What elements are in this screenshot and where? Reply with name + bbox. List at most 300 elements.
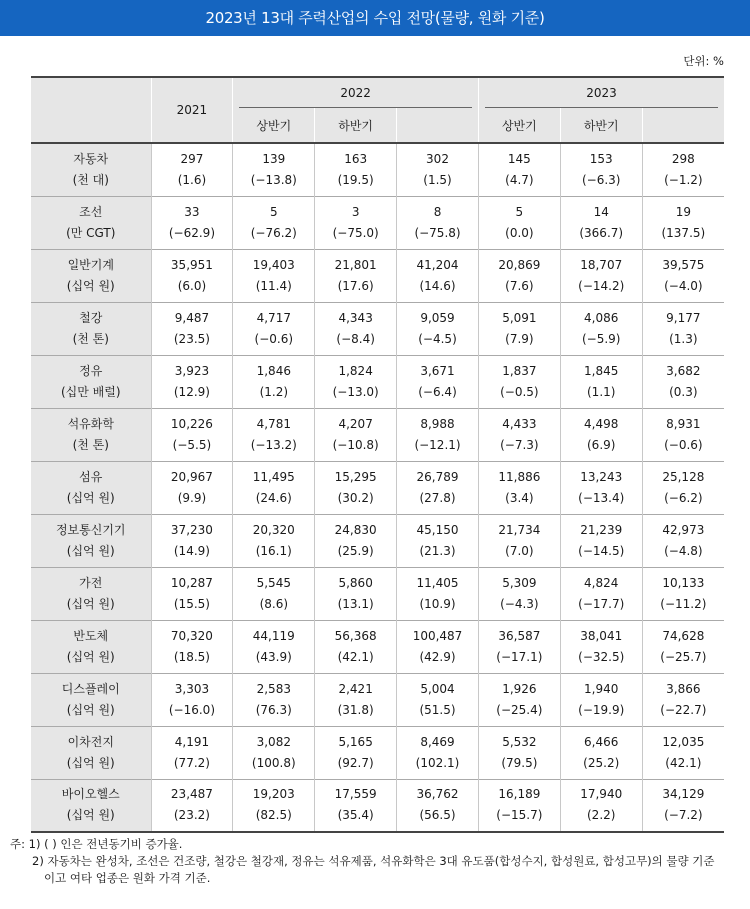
row-label bbox=[31, 779, 151, 832]
cell-value: 19,203 bbox=[252, 787, 295, 802]
cell-growth-rate: (42.1) bbox=[665, 755, 702, 770]
table-row bbox=[31, 143, 724, 196]
cell-growth-rate: (−4.3) bbox=[500, 596, 539, 611]
cell-growth-rate: (25.9) bbox=[337, 543, 374, 558]
data-cell bbox=[478, 461, 560, 514]
unit-label: 단위: % bbox=[683, 54, 724, 68]
cell-value: 5,091 bbox=[502, 310, 537, 325]
data-cell bbox=[233, 196, 315, 249]
row-label bbox=[31, 355, 151, 408]
cell-growth-rate: (−12.1) bbox=[414, 437, 461, 452]
data-cell bbox=[233, 302, 315, 355]
cell-growth-rate: (19.5) bbox=[337, 172, 374, 187]
cell-value: 8,931 bbox=[666, 416, 701, 431]
data-cell bbox=[397, 196, 479, 249]
table-body bbox=[31, 143, 724, 832]
table-row bbox=[31, 302, 724, 355]
cell-growth-rate: (82.5) bbox=[255, 808, 292, 823]
cell-value: 37,230 bbox=[170, 522, 213, 537]
data-cell bbox=[642, 726, 724, 779]
data-cell bbox=[560, 408, 642, 461]
data-cell bbox=[478, 302, 560, 355]
data-cell bbox=[478, 514, 560, 567]
cell-growth-rate: (27.8) bbox=[419, 490, 456, 505]
data-cell bbox=[151, 567, 233, 620]
cell-growth-rate: (1.1) bbox=[587, 384, 616, 399]
data-cell bbox=[151, 196, 233, 249]
data-cell bbox=[560, 461, 642, 514]
cell-growth-rate: (1.5) bbox=[423, 172, 452, 187]
cell-value: 4,498 bbox=[584, 416, 619, 431]
cell-growth-rate: (−14.2) bbox=[578, 278, 625, 293]
cell-value: 4,781 bbox=[256, 416, 291, 431]
cell-value: 145 bbox=[507, 151, 531, 166]
cell-value: 3,866 bbox=[666, 681, 701, 696]
cell-value: 42,973 bbox=[662, 522, 705, 537]
cell-value: 3,671 bbox=[420, 363, 455, 378]
data-cell bbox=[560, 726, 642, 779]
cell-growth-rate: (−17.7) bbox=[578, 596, 625, 611]
data-cell bbox=[560, 196, 642, 249]
cell-value: 3,303 bbox=[174, 681, 210, 696]
cell-growth-rate: (−75.0) bbox=[332, 225, 379, 240]
data-cell bbox=[560, 673, 642, 726]
header-2022-h2: 하반기 bbox=[315, 108, 397, 143]
cell-value: 19,403 bbox=[252, 257, 295, 272]
cell-value: 20,967 bbox=[170, 469, 213, 484]
industry-name: 바이오헬스 bbox=[61, 787, 120, 802]
data-cell bbox=[642, 355, 724, 408]
cell-growth-rate: (13.1) bbox=[337, 596, 374, 611]
cell-value: 8,988 bbox=[420, 416, 455, 431]
cell-growth-rate: (24.6) bbox=[255, 490, 292, 505]
cell-value: 12,035 bbox=[662, 734, 705, 749]
cell-growth-rate: (−6.4) bbox=[418, 384, 457, 399]
data-cell bbox=[478, 620, 560, 673]
cell-growth-rate: (−13.8) bbox=[250, 172, 297, 187]
table-row bbox=[31, 726, 724, 779]
cell-growth-rate: (−6.2) bbox=[664, 490, 703, 505]
cell-value: 1,926 bbox=[502, 681, 537, 696]
cell-growth-rate: (−32.5) bbox=[578, 649, 625, 664]
data-cell bbox=[397, 355, 479, 408]
cell-growth-rate: (77.2) bbox=[173, 755, 210, 770]
cell-value: 2,583 bbox=[256, 681, 291, 696]
cell-growth-rate: (−13.0) bbox=[332, 384, 379, 399]
cell-growth-rate: (42.1) bbox=[337, 649, 374, 664]
data-cell bbox=[478, 779, 560, 832]
data-cell bbox=[560, 567, 642, 620]
industry-unit: (십억 원) bbox=[66, 702, 115, 717]
data-cell bbox=[642, 567, 724, 620]
data-cell bbox=[397, 673, 479, 726]
data-cell bbox=[315, 302, 397, 355]
industry-unit: (십억 원) bbox=[66, 755, 115, 770]
cell-growth-rate: (10.9) bbox=[419, 596, 456, 611]
row-label bbox=[31, 302, 151, 355]
data-cell bbox=[233, 249, 315, 302]
cell-value: 21,801 bbox=[334, 257, 377, 272]
cell-growth-rate: (−13.4) bbox=[578, 490, 625, 505]
cell-growth-rate: (76.3) bbox=[255, 702, 292, 717]
row-label bbox=[31, 196, 151, 249]
data-cell bbox=[151, 355, 233, 408]
data-cell bbox=[560, 779, 642, 832]
cell-growth-rate: (8.6) bbox=[259, 596, 289, 611]
cell-value: 6,466 bbox=[584, 734, 619, 749]
footnote-1: 주: 1) ( ) 인은 전년동기비 증가율. bbox=[10, 837, 183, 851]
data-cell bbox=[233, 355, 315, 408]
cell-value: 25,128 bbox=[662, 469, 705, 484]
data-cell bbox=[642, 143, 724, 196]
cell-growth-rate: (−22.7) bbox=[660, 702, 707, 717]
data-cell bbox=[397, 249, 479, 302]
data-cell bbox=[233, 514, 315, 567]
cell-growth-rate: (3.4) bbox=[505, 490, 534, 505]
cell-value: 9,177 bbox=[666, 310, 701, 325]
cell-value: 10,133 bbox=[662, 575, 705, 590]
cell-value: 10,226 bbox=[170, 416, 213, 431]
cell-value: 8 bbox=[433, 204, 442, 219]
cell-value: 11,495 bbox=[252, 469, 295, 484]
cell-growth-rate: (0.0) bbox=[505, 225, 534, 240]
cell-value: 18,707 bbox=[580, 257, 623, 272]
cell-growth-rate: (−10.8) bbox=[332, 437, 379, 452]
table-row bbox=[31, 196, 724, 249]
data-cell bbox=[315, 620, 397, 673]
header-2023-h1: 상반기 bbox=[478, 108, 560, 143]
industry-name: 석유화학 bbox=[67, 416, 114, 431]
data-cell bbox=[151, 461, 233, 514]
cell-value: 11,405 bbox=[416, 575, 459, 590]
data-cell bbox=[397, 408, 479, 461]
data-cell bbox=[397, 726, 479, 779]
row-label bbox=[31, 726, 151, 779]
cell-growth-rate: (7.6) bbox=[505, 278, 534, 293]
cell-value: 3,923 bbox=[174, 363, 210, 378]
cell-value: 5,860 bbox=[338, 575, 373, 590]
data-cell bbox=[642, 461, 724, 514]
industry-unit: (천 대) bbox=[72, 172, 109, 187]
cell-growth-rate: (−1.2) bbox=[664, 172, 703, 187]
table-title: 2023년 13대 주력산업의 수입 전망(물량, 원화 기준) bbox=[0, 0, 750, 36]
data-cell bbox=[478, 567, 560, 620]
data-cell bbox=[642, 196, 724, 249]
cell-growth-rate: (−15.7) bbox=[496, 808, 543, 823]
industry-unit: (십억 원) bbox=[66, 490, 115, 505]
industry-unit: (천 톤) bbox=[72, 437, 109, 452]
data-cell bbox=[315, 355, 397, 408]
table-row bbox=[31, 408, 724, 461]
data-cell bbox=[560, 143, 642, 196]
cell-value: 298 bbox=[671, 151, 695, 166]
cell-value: 36,587 bbox=[498, 628, 541, 643]
data-cell bbox=[233, 726, 315, 779]
data-cell bbox=[151, 620, 233, 673]
data-cell bbox=[642, 514, 724, 567]
cell-value: 3,082 bbox=[256, 734, 291, 749]
cell-value: 39,575 bbox=[662, 257, 705, 272]
cell-value: 163 bbox=[344, 151, 368, 166]
data-cell bbox=[315, 408, 397, 461]
cell-value: 1,940 bbox=[584, 681, 619, 696]
data-cell bbox=[315, 249, 397, 302]
cell-value: 20,320 bbox=[252, 522, 295, 537]
header-2023: 2023 bbox=[478, 77, 724, 108]
cell-value: 5,532 bbox=[502, 734, 537, 749]
cell-growth-rate: (−62.9) bbox=[168, 225, 215, 240]
data-cell bbox=[478, 196, 560, 249]
data-cell bbox=[478, 355, 560, 408]
cell-value: 1,837 bbox=[502, 363, 537, 378]
cell-growth-rate: (23.5) bbox=[173, 331, 210, 346]
industry-unit: (십억 원) bbox=[66, 278, 115, 293]
row-label bbox=[31, 673, 151, 726]
table-row bbox=[31, 673, 724, 726]
cell-value: 36,762 bbox=[416, 787, 459, 802]
cell-growth-rate: (6.9) bbox=[587, 437, 616, 452]
cell-growth-rate: (25.2) bbox=[583, 755, 620, 770]
cell-growth-rate: (4.7) bbox=[505, 172, 534, 187]
row-label bbox=[31, 567, 151, 620]
data-cell bbox=[233, 673, 315, 726]
data-cell bbox=[642, 673, 724, 726]
data-cell bbox=[151, 726, 233, 779]
cell-value: 13,243 bbox=[580, 469, 623, 484]
cell-value: 153 bbox=[589, 151, 613, 166]
table-row bbox=[31, 620, 724, 673]
data-cell bbox=[151, 779, 233, 832]
cell-growth-rate: (23.2) bbox=[173, 808, 210, 823]
cell-growth-rate: (0.3) bbox=[669, 384, 698, 399]
data-cell bbox=[478, 726, 560, 779]
cell-growth-rate: (−7.2) bbox=[664, 808, 703, 823]
data-cell bbox=[397, 514, 479, 567]
cell-value: 8,469 bbox=[420, 734, 455, 749]
cell-growth-rate: (7.0) bbox=[505, 543, 534, 558]
data-cell bbox=[151, 249, 233, 302]
row-label bbox=[31, 408, 151, 461]
cell-value: 56,368 bbox=[334, 628, 377, 643]
data-cell bbox=[397, 567, 479, 620]
cell-growth-rate: (102.1) bbox=[415, 755, 460, 770]
data-cell bbox=[478, 143, 560, 196]
cell-growth-rate: (15.5) bbox=[173, 596, 210, 611]
header-corner bbox=[31, 77, 151, 143]
data-cell bbox=[315, 726, 397, 779]
cell-growth-rate: (31.8) bbox=[337, 702, 374, 717]
cell-growth-rate: (−0.6) bbox=[254, 331, 294, 346]
cell-value: 1,846 bbox=[256, 363, 291, 378]
cell-value: 4,433 bbox=[502, 416, 537, 431]
cell-value: 100,487 bbox=[412, 628, 463, 643]
header-2021: 2021 bbox=[151, 77, 233, 143]
cell-growth-rate: (43.9) bbox=[255, 649, 292, 664]
industry-name: 조선 bbox=[79, 204, 103, 219]
cell-value: 74,628 bbox=[662, 628, 705, 643]
cell-value: 41,204 bbox=[416, 257, 459, 272]
cell-growth-rate: (42.9) bbox=[419, 649, 456, 664]
cell-value: 38,041 bbox=[580, 628, 623, 643]
row-label bbox=[31, 514, 151, 567]
cell-value: 24,830 bbox=[334, 522, 377, 537]
cell-growth-rate: (−5.5) bbox=[172, 437, 212, 452]
data-cell bbox=[315, 779, 397, 832]
industry-name: 디스플레이 bbox=[61, 681, 120, 696]
cell-growth-rate: (79.5) bbox=[501, 755, 538, 770]
cell-growth-rate: (16.1) bbox=[255, 543, 292, 558]
cell-value: 302 bbox=[426, 151, 449, 166]
cell-value: 4,717 bbox=[256, 310, 291, 325]
data-cell bbox=[397, 461, 479, 514]
cell-value: 9,487 bbox=[174, 310, 210, 325]
cell-value: 26,789 bbox=[416, 469, 459, 484]
cell-value: 17,559 bbox=[334, 787, 377, 802]
cell-growth-rate: (17.6) bbox=[337, 278, 374, 293]
cell-growth-rate: (−8.4) bbox=[336, 331, 375, 346]
data-cell bbox=[315, 196, 397, 249]
cell-growth-rate: (30.2) bbox=[337, 490, 374, 505]
data-cell bbox=[560, 514, 642, 567]
cell-value: 5 bbox=[269, 204, 278, 219]
cell-value: 34,129 bbox=[662, 787, 705, 802]
industry-name: 자동차 bbox=[73, 151, 109, 166]
cell-growth-rate: (51.5) bbox=[419, 702, 456, 717]
data-cell bbox=[151, 408, 233, 461]
cell-value: 4,824 bbox=[584, 575, 619, 590]
industry-name: 정유 bbox=[79, 363, 103, 378]
header-2023-total bbox=[642, 108, 724, 143]
data-cell bbox=[397, 620, 479, 673]
data-cell bbox=[151, 302, 233, 355]
data-cell bbox=[642, 249, 724, 302]
cell-growth-rate: (56.5) bbox=[419, 808, 456, 823]
data-cell bbox=[315, 143, 397, 196]
cell-value: 14 bbox=[593, 204, 609, 219]
cell-value: 5,545 bbox=[256, 575, 291, 590]
data-cell bbox=[233, 620, 315, 673]
cell-growth-rate: (−0.5) bbox=[500, 384, 539, 399]
cell-value: 44,119 bbox=[252, 628, 295, 643]
data-cell bbox=[151, 514, 233, 567]
cell-growth-rate: (−6.3) bbox=[581, 172, 621, 187]
cell-growth-rate: (100.8) bbox=[251, 755, 296, 770]
cell-value: 35,951 bbox=[170, 257, 213, 272]
industry-name: 정보통신기기 bbox=[55, 522, 126, 537]
cell-value: 3,682 bbox=[666, 363, 701, 378]
cell-value: 139 bbox=[262, 151, 286, 166]
cell-value: 4,086 bbox=[584, 310, 619, 325]
industry-name: 일반기계 bbox=[67, 257, 114, 272]
cell-value: 33 bbox=[184, 204, 200, 219]
cell-growth-rate: (−5.9) bbox=[581, 331, 621, 346]
cell-growth-rate: (−4.0) bbox=[664, 278, 703, 293]
header-2022: 2022 bbox=[233, 77, 479, 108]
data-cell bbox=[233, 408, 315, 461]
industry-unit: (십만 배럴) bbox=[60, 384, 121, 399]
header-2022-h1: 상반기 bbox=[233, 108, 315, 143]
table-row bbox=[31, 355, 724, 408]
industry-unit: (십억 원) bbox=[66, 596, 115, 611]
cell-growth-rate: (−7.3) bbox=[500, 437, 539, 452]
cell-growth-rate: (−25.4) bbox=[496, 702, 543, 717]
data-cell bbox=[233, 143, 315, 196]
cell-value: 5,309 bbox=[502, 575, 537, 590]
footnote-2: 2) 자동차는 완성차, 조선은 건조량, 철강은 철강재, 정유는 석유제품, 석유화학은 3대 유도품(합성수지, 합성원료, 합성고무)의 물량 기준 bbox=[32, 854, 715, 868]
data-cell bbox=[642, 620, 724, 673]
cell-growth-rate: (1.2) bbox=[259, 384, 289, 399]
industry-name: 이차전지 bbox=[67, 734, 114, 749]
header-2023-h2: 하반기 bbox=[560, 108, 642, 143]
cell-value: 11,886 bbox=[498, 469, 541, 484]
row-label bbox=[31, 249, 151, 302]
cell-value: 16,189 bbox=[498, 787, 541, 802]
cell-growth-rate: (−19.9) bbox=[578, 702, 625, 717]
cell-growth-rate: (−11.2) bbox=[660, 596, 707, 611]
cell-growth-rate: (1.6) bbox=[177, 172, 207, 187]
cell-value: 4,207 bbox=[338, 416, 373, 431]
import-forecast-table bbox=[31, 76, 724, 833]
row-label bbox=[31, 620, 151, 673]
data-cell bbox=[315, 461, 397, 514]
cell-value: 4,191 bbox=[174, 734, 210, 749]
table-row bbox=[31, 514, 724, 567]
header-2022-total bbox=[397, 108, 479, 143]
cell-value: 23,487 bbox=[170, 787, 213, 802]
cell-growth-rate: (18.5) bbox=[173, 649, 210, 664]
cell-value: 297 bbox=[180, 151, 204, 166]
data-cell bbox=[560, 249, 642, 302]
data-cell bbox=[233, 779, 315, 832]
cell-value: 17,940 bbox=[580, 787, 623, 802]
cell-value: 21,734 bbox=[498, 522, 541, 537]
cell-growth-rate: (−4.8) bbox=[664, 543, 703, 558]
cell-growth-rate: (6.0) bbox=[177, 278, 207, 293]
cell-value: 5,165 bbox=[338, 734, 373, 749]
industry-name: 가전 bbox=[79, 575, 103, 590]
data-cell bbox=[642, 779, 724, 832]
cell-growth-rate: (12.9) bbox=[173, 384, 210, 399]
data-cell bbox=[233, 567, 315, 620]
table-row bbox=[31, 567, 724, 620]
cell-growth-rate: (−25.7) bbox=[660, 649, 707, 664]
data-cell bbox=[315, 673, 397, 726]
industry-unit: (십억 원) bbox=[66, 649, 115, 664]
cell-value: 5,004 bbox=[420, 681, 455, 696]
cell-growth-rate: (14.9) bbox=[173, 543, 210, 558]
cell-growth-rate: (−75.8) bbox=[414, 225, 461, 240]
cell-growth-rate: (11.4) bbox=[255, 278, 292, 293]
cell-growth-rate: (−4.5) bbox=[418, 331, 457, 346]
cell-growth-rate: (−13.2) bbox=[250, 437, 297, 452]
cell-growth-rate: (−17.1) bbox=[496, 649, 543, 664]
row-label bbox=[31, 461, 151, 514]
data-cell bbox=[560, 620, 642, 673]
cell-value: 20,869 bbox=[498, 257, 541, 272]
cell-value: 70,320 bbox=[170, 628, 213, 643]
cell-growth-rate: (1.3) bbox=[669, 331, 698, 346]
data-cell bbox=[478, 673, 560, 726]
data-cell bbox=[560, 302, 642, 355]
data-cell bbox=[397, 779, 479, 832]
table-row bbox=[31, 461, 724, 514]
cell-growth-rate: (366.7) bbox=[579, 225, 624, 240]
row-label bbox=[31, 143, 151, 196]
cell-growth-rate: (−0.6) bbox=[664, 437, 703, 452]
data-cell bbox=[151, 673, 233, 726]
cell-value: 21,239 bbox=[580, 522, 623, 537]
data-cell bbox=[397, 302, 479, 355]
